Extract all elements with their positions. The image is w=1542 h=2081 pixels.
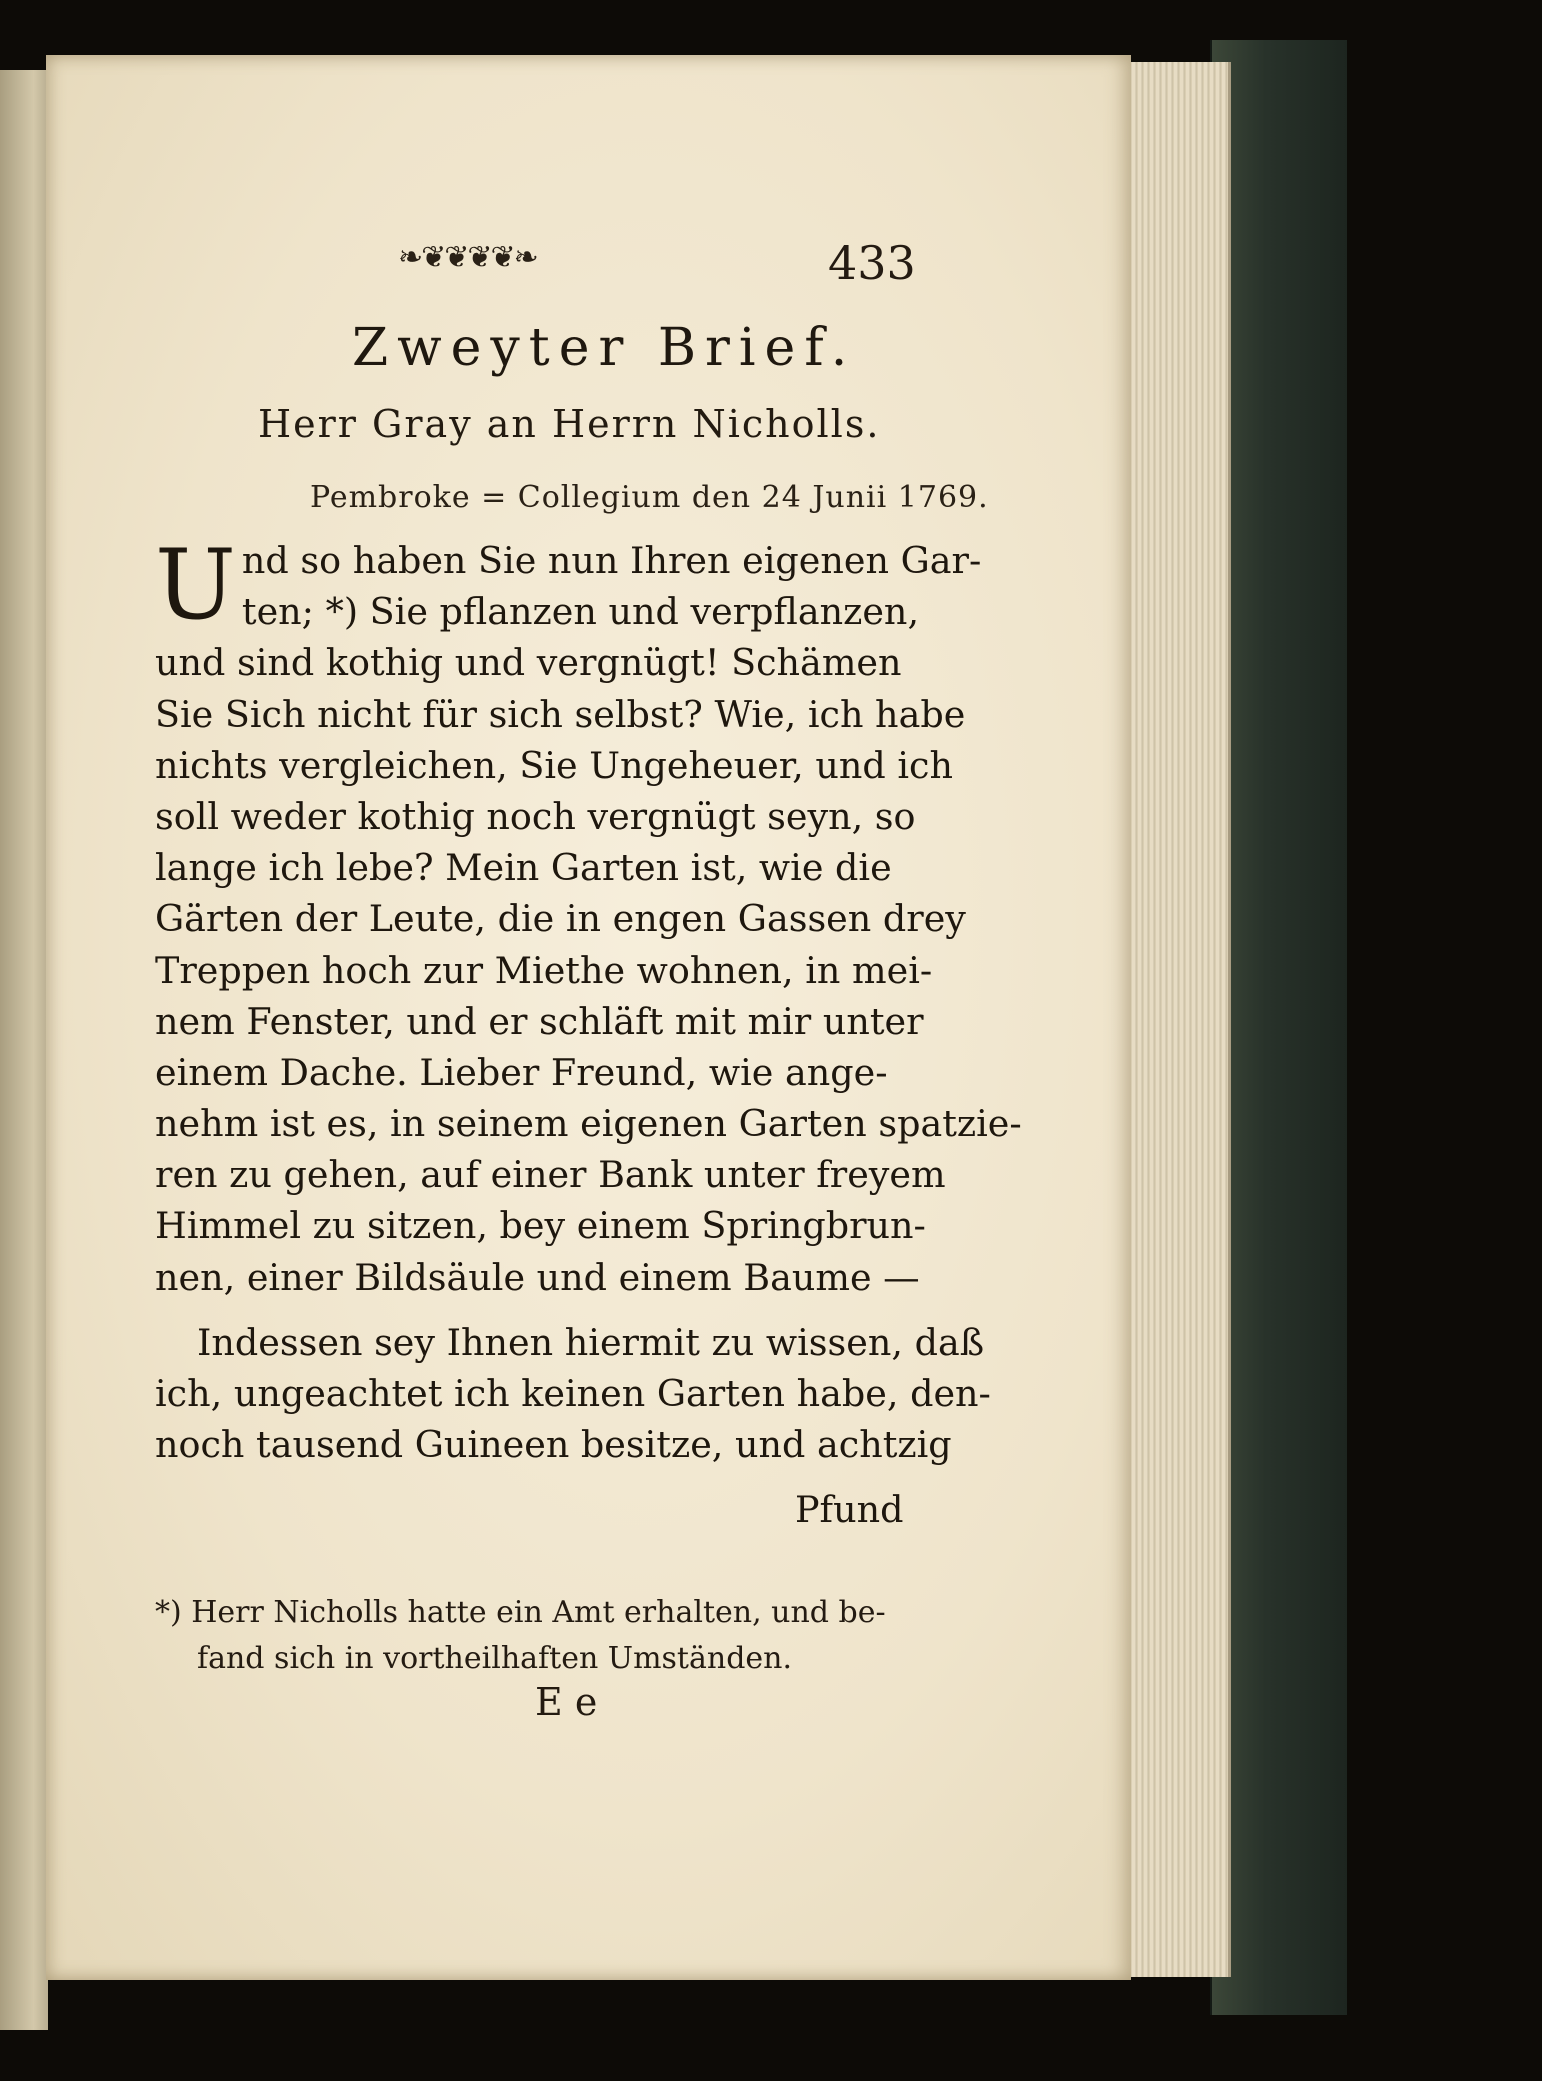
body-line: ten; *) Sie pflanzen und verpflanzen, (241, 590, 920, 634)
footnote-line: *) Herr Nicholls hatte ein Amt erhalten, und be- (155, 1595, 886, 1630)
left-page-edge (0, 70, 48, 2030)
body-line: noch tausend Guineen besitze, und achtzig (155, 1423, 952, 1467)
header-ornament: ❧❦❦❦❦❧ (398, 240, 537, 275)
page-edges (1120, 62, 1231, 1977)
catchword: Pfund (795, 1488, 904, 1531)
body-line: nd so haben Sie nun Ihren eigenen Gar- (241, 539, 982, 582)
body-line: einem Dache. Lieber Freund, wie ange- (155, 1050, 888, 1094)
body-line: Indessen sey Ihnen hiermit zu wissen, daß (197, 1320, 985, 1364)
body-line: nehm ist es, in seinem eigenen Garten spatzie- (155, 1102, 1022, 1146)
body-line: soll weder kothig noch vergnügt seyn, so (155, 794, 916, 838)
body-line: Sie Sich nicht für sich selbst? Wie, ich habe (155, 692, 966, 736)
paragraph-2 (155, 1317, 991, 1471)
body-line: nen, einer Bildsäule und einem Baume — (155, 1255, 920, 1299)
signature-mark: E e (535, 1680, 598, 1724)
body-line: nem Fenster, und er schläft mit mir unter (155, 999, 924, 1043)
footnote-line: fand sich in vortheilhaften Umständen. (197, 1641, 793, 1676)
body-line: lange ich lebe? Mein Garten ist, wie die (155, 846, 892, 890)
footnote (155, 1590, 900, 1682)
body-line: Treppen hoch zur Miethe wohnen, in mei- (155, 948, 933, 992)
body-line: Gärten der Leute, die in engen Gassen drey (155, 897, 966, 941)
body-line: Himmel zu sitzen, bey einem Springbrun- (155, 1204, 926, 1248)
body-line: ich, ungeachtet ich keinen Garten habe, den- (155, 1372, 991, 1415)
letter-title: Zweyter Brief. (352, 318, 857, 378)
page-number: 433 (828, 236, 916, 290)
body-line: und sind kothig und vergnügt! Schämen (155, 641, 902, 685)
body-line: ren zu gehen, auf einer Bank unter freyem (155, 1153, 946, 1197)
drop-cap: U (155, 529, 236, 641)
letter-subtitle: Herr Gray an Herrn Nicholls. (258, 402, 881, 446)
dateline: Pembroke = Collegium den 24 Junii 1769. (310, 480, 989, 515)
letter-body (155, 529, 1022, 1470)
body-line: nichts vergleichen, Sie Ungeheuer, und ich (155, 743, 953, 787)
